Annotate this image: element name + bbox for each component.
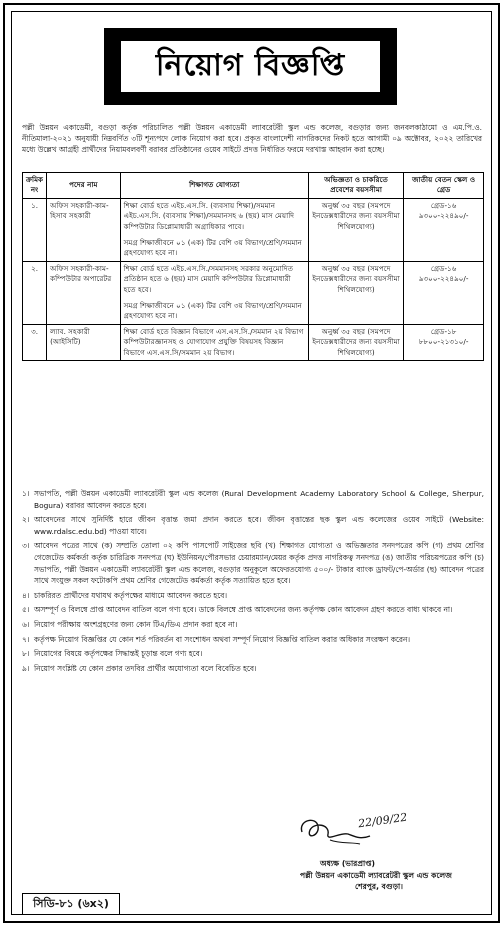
row-age-limit: অনুর্ধ্ব ৩৫ বছর (সমপদে ইনডেক্সধারীদের জন্য বয়সসীমা শিথিলযোগ্য) [308,198,403,261]
row-pay-scale: গ্রেড-১৬ ৯৩০০-২২৪৯০/- [404,198,484,261]
row-post-name: ল্যাব. সহকারী (আইসিটি) [47,324,121,360]
row-post-name: অফিস সহকারী-কাম-হিসাব সহকারী [47,198,121,261]
ad-code-box [22,893,120,915]
qualification-condition: সমগ্র শিক্ষাজীবনে ০১ (এক) টির বেশি ৩য় বিভাগ/শ্রেণি/সমমান গ্রহণযোগ্য হবে না। [123,301,302,321]
list-item [22,514,484,537]
table-row [23,324,484,360]
qualification-main: শিক্ষা বোর্ড হতে এইচ.এস.সি. (ব্যবসায় শিক্ষা)/সমমান এইচ.এস.সি. (ব্যবসায় শিক্ষা)/সমমানসহ ৬ (ছয়) মাস মেয়াদি কম্পিউটার ডিপ্লোমাধারী অগ্রাধিকার পাবে। [123,200,295,231]
table-header-row [23,173,484,199]
note-text: নিয়োগ পরীক্ষায় অংশগ্রহণের জন্য কোন টিএ/ডিএ প্রদান করা হবে না। [34,619,238,629]
note-text: আবেদনের সাথে সুনির্দিষ্ট হারে জীবন বৃত্তান্ত জমা প্রদান করতে হবে। জীবন বৃত্তান্তের ছক স্কুল এন্ড কলেজের ওয়েব সাইটে (Website: www.rdalsc.edu.bd) পাওয়া যাবে। [34,515,484,536]
note-number: ৬। [22,619,30,629]
qualification-main: শিক্ষা বোর্ড হতে বিজ্ঞান বিভাগে এস.এস.সি./সমমান ২য় বিভাগ কম্পিউটারজ্ঞানসহ ও যোগাযোগ প্রযুক্তি বিষয়সহ বিজ্ঞান বিভাগে এস.এস.সি/সমমান ২য় বিভাগ। [123,326,304,357]
note-number: ৪। [22,590,30,600]
row-qualification [120,324,308,360]
row-age-limit: অনুর্ধ্ব ৩৫ বছর (সমপদে ইনডেক্সধারীদের জন্য বয়সসীমা শিথিলযোগ্য) [308,324,403,360]
header-age-limit: অভিজ্ঞতা ও চাকরিতে প্রবেশের বয়সসীমা [308,173,403,199]
row-qualification [120,198,308,261]
note-number: ৩। [22,541,30,551]
note-text: সভাপতি, পল্লী উন্নয়ন একাডেমী ল্যাবরেটরী স্কুল এন্ড কলেজ (Rural Development Academy Laboratory School & College, Sherpur, Bogura) বরাবর আবেদন করতে হবে। [34,489,484,510]
note-number: ২। [22,515,30,525]
row-sl: ৩. [23,324,47,360]
row-sl: ২. [23,261,47,324]
signatory-title: অধ্যক্ষ (ভারপ্রাপ্ত) [320,859,375,868]
list-item [22,619,484,631]
note-number: ৮। [22,649,30,659]
signatory-institution: পল্লী উন্নয়ন একাডেমী ল্যাবরেটরী স্কুল এন্ড কলেজ [300,870,452,880]
ad-code: সিডি-৮১ (৬x২) [33,896,109,910]
qualification-condition: সমগ্র শিক্ষাজীবনে ০১ (এক) টির বেশি ৩য় বিভাগ/শ্রেণি/সমমান গ্রহণযোগ্য হবে না। [123,238,302,258]
note-text: নিয়োগের বিষয়ে কর্তৃপক্ষের সিদ্ধান্তই চূড়ান্ত বলে গণ্য হবে। [34,649,203,659]
note-number: ৭। [22,634,30,644]
intro-paragraph: পল্লী উন্নয়ন একাডেমী, বগুড়া কর্তৃক পরিচালিত পল্লী উন্নয়ন একাডেমী ল্যাবরেটরী স্কুল এন্ড কলেজ, বগুড়ার জন্য জনবলকাঠামো ও এম.পি.ও. নীতিমালা-২০২১ অনুযায়ী নিম্নবর্ণিত ৩টি শূন্যপদে লোক নিয়োগ করা হবে। প্রকৃত বাংলাদেশী নাগরিকদের নিকট হতে আগামী ০৯ অক্টোবর, ২০২২ তারিখের মধ্যে উল্লেখ আগ্রহী প্রার্থীদের নিয়ামবলবর্ণী বরাবর প্রতিষ্ঠানের ওয়েব সাইটে প্রদত্ত নির্ধারিত ফরমে দরখাস্ত আহবান করা হচ্ছে। [22,123,482,155]
signature-date: 22/09/22 [357,810,409,831]
notice-title: নিয়োগ বিজ্ঞপ্তি [155,48,346,83]
list-item [22,540,484,586]
row-pay-scale: গ্রেড-১৮ ৮৮০০-২১৩১০/- [404,324,484,360]
note-text: অসম্পূর্ণ ও বিলম্বে প্রাপ্ত আবেদন বাতিল বলে গণ্য হবে। ডাকে বিলম্বে প্রাপ্ত আবেদনের জন্য কর্তৃপক্ষ কোন আবেদন গ্রহণ করতে বাধ্য থাকবে না। [34,605,453,615]
note-number: ১। [22,489,30,498]
row-qualification [120,261,308,324]
posts-table [22,172,484,361]
list-item [22,488,484,511]
conditions-list [22,488,484,677]
header-qualification: শিক্ষাগত যোগ্যতা [120,173,308,199]
row-post-name: অফিস সহকারী-কাম-কম্পিউটার অপারেটর [47,261,121,324]
list-item [22,663,484,675]
signatory-place: শেরপুর, বগুড়া। [355,882,403,891]
table-row [23,198,484,261]
note-text: নিয়োগ সংশ্লিষ্ট যে কোন প্রকার তদবির প্রার্থীর অযোগ্যতা বলে বিবেচিত হবে। [34,663,257,673]
list-item [22,634,484,646]
row-age-limit: অনুর্ধ্ব ৩৫ বছর (সমপদে ইনডেক্সধারীদের জন্য বয়সসীমা শিথিলযোগ্য) [308,261,403,324]
qualification-main: শিক্ষা বোর্ড হতে এইচ.এস.সি./সমমানসহ সরকার অনুমোদিত প্রতিষ্ঠান হতে ৬ (ছয়) মাস মেয়াদি কম্পিউটার ডিপ্লোমাধারী হতে হবে। [123,263,294,294]
table-row [23,261,484,324]
header-sl: ক্রমিক নং [23,173,47,199]
title-frame [119,39,382,94]
row-sl: ১. [23,198,47,261]
note-text: আবেদন পত্রের সাথে (ক) সম্প্রতি তোলা ০২ কপি পাসপোর্ট সাইজের ছবি (খ) শিক্ষাগত যোগ্যতা ও অভিজ্ঞতার সনদপত্রের কপি (গ) প্রথম শ্রেণির গেজেটেড কর্মকর্তা কর্তৃক চারিত্রিক সনদপত্র (ঘ) ইউনিয়ন/পৌরসভার চেয়ারম্যান/মেয়র কর্তৃক প্রদত্ত নাগরিকত্ব সনদপত্র (ঙ) জাতীয় পরিচয়পত্রের কপি (চ) সভাপতি, পল্লী উন্নয়ন একাডেমী ল্যাবরেটরী স্কুল এন্ড কলেজ, বগুড়ার অনুকূলে অফেরতযোগ্য ৫০০/- টাকার ব্যাংক ড্রাফট/পে-অর্ডার (ছ) আবেদন পত্রের সাথে সংযুক্ত সকল ফটোকপি প্রথম শ্রেণির গেজেটেড কর্মকর্তা কর্তৃক সত্যায়িত হতে হবে। [34,541,484,586]
title-banner [104,28,397,105]
list-item [22,648,484,660]
header-pay-scale: জাতীয় বেতন স্কেল ও গ্রেড [404,173,484,199]
note-number: ৫। [22,605,30,615]
row-pay-scale: গ্রেড-১৬ ৯৩০০-২২৪৯০/- [404,261,484,324]
list-item [22,604,484,616]
list-item [22,590,484,602]
header-post-name: পদের নাম [47,173,121,199]
signatory-block [300,858,490,893]
note-text: কর্তৃপক্ষ নিয়োগ বিজ্ঞপ্তির যে কোন শর্ত পরিবর্তন বা সংশোধন অথবা সম্পূর্ণ নিয়োগ বিজ্ঞপ্তি বাতিল করার অধিকার সংরক্ষণ করেন। [34,634,411,644]
note-number: ৯। [22,663,30,673]
note-text: চাকরিরত প্রার্থীদের যথাযথ কর্তৃপক্ষের মাধ্যমে আবেদন করতে হবে। [34,590,227,600]
